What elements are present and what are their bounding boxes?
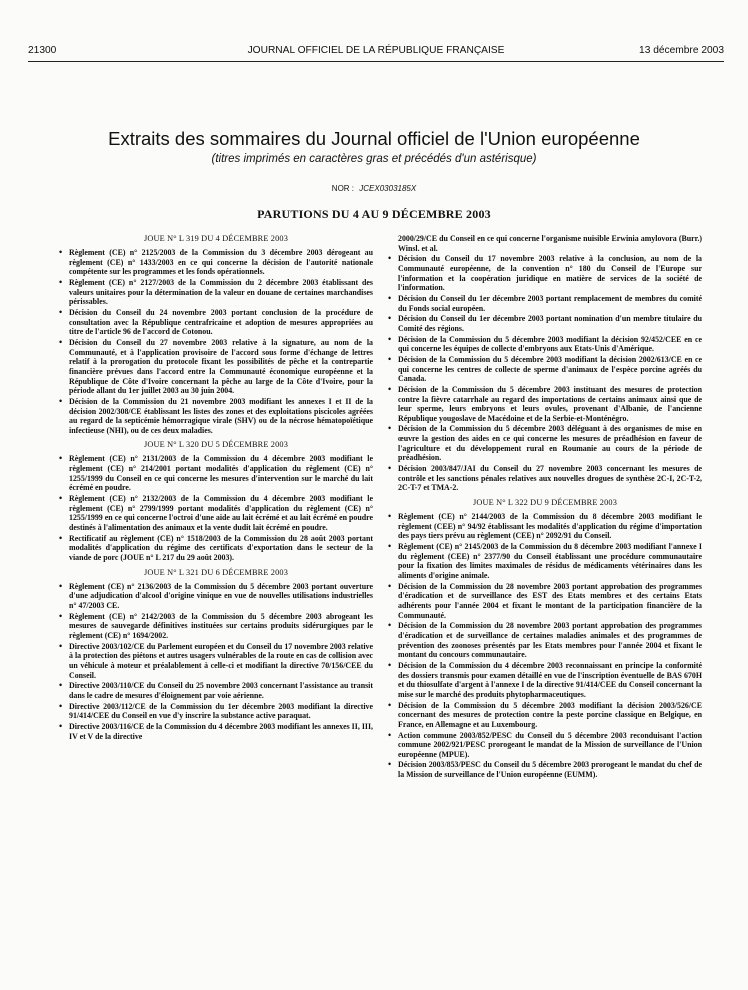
summary-item: • Décision de la Commission du 4 décembre 2003 reconnaissant en principe la conformité des dossiers transmis pour examen détaillé en vue de l'inscription éventuelle de BAS 670H et du thiosulfate d'argent à l'annexe I de la directive 91/414/CEE du Conseil concernant la mise sur le marché des produits phytopharmaceutiques.: [388, 661, 702, 700]
section-heading: JOUE N° L 319 DU 4 DÉCEMBRE 2003: [143, 234, 288, 243]
summary-item: • Décision de la Commission du 5 décembre 2003 modifiant la décision 2002/613/CE en ce qui concerne les centres de collecte de sperme d'animaux de l'espèce porcine agréés du Canada.: [388, 355, 702, 384]
summary-item: • Directive 2003/112/CE de la Commission du 1er décembre 2003 modifiant la directive 91/414/CEE du Conseil en vue d'y inscrire la substance active paraquat.: [59, 702, 373, 721]
section-heading: JOUE N° L 320 DU 5 DÉCEMBRE 2003: [143, 440, 288, 450]
summary-item: • Règlement (CE) n° 2142/2003 de la Commission du 5 décembre 2003 abrogeant les mesures de sauvegarde définitives instituées sur certains produits sidérurgiques par le règlement (CE) n° 1694/2002.: [59, 612, 373, 641]
issue-date: 13 décembre 2003: [639, 45, 724, 56]
header-rule: [28, 61, 724, 62]
page-title: Extraits des sommaires du Journal officiel de l'Union européenne: [108, 128, 640, 149]
running-header: [28, 45, 724, 59]
page-subtitle: (titres imprimés en caractères gras et précédés d'un astérisque): [211, 153, 537, 165]
summary-item: • Action commune 2003/852/PESC du Conseil du 5 décembre 2003 reconduisant l'action commune 2002/921/PESC prorogeant le mandat de la Mission de surveillance de l'Union européenne (MPUE).: [388, 731, 702, 760]
nor-reference: [0, 184, 748, 193]
section-heading: JOUE N° L 321 DU 6 DÉCEMBRE 2003: [143, 567, 288, 577]
summary-item: • Directive 2003/102/CE du Parlement européen et du Conseil du 17 novembre 2003 relative à la protection des piétons et autres usagers vulnérables de la route en cas de collision avec un véhicule à moteur et préalablement à celle-ci et modifiant la directive 70/156/CEE du Conseil.: [59, 642, 373, 681]
summary-item: • Rectificatif au règlement (CE) n° 1518/2003 de la Commission du 28 août 2003 portant modalités d'application du régime des certificats d'exportation dans le secteur de la viande de porc (JOUE n° L 217 du 29 août 2003).: [59, 534, 373, 563]
summary-item: • Décision du Conseil du 24 novembre 2003 portant conclusion de la procédure de consultation avec la République centrafricaine et adoption de mesures appropriées au titre de l'article 96 de l'accord de Cotonou.: [59, 308, 373, 337]
journal-title: JOURNAL OFFICIEL DE LA RÉPUBLIQUE FRANÇAISE: [247, 45, 505, 56]
summary-item: • Décision de la Commission du 5 décembre 2003 instituant des mesures de protection contre la fièvre catarrhale au regard des importations de certains animaux ainsi que de leur sperme, leurs embryons et leurs ovules, provenant d'Albanie, de l'ancienne République yougoslave de Macédoine et de la Serbie-et-Monténégro.: [388, 385, 702, 424]
summary-item: • Règlement (CE) n° 2145/2003 de la Commission du 8 décembre 2003 modifiant l'annexe I du règlement (CEE) n° 2377/90 du Conseil établissant une procédure communautaire pour la fixation des limites maximales de résidus de médicaments vétérinaires dans les aliments d'origine animale.: [388, 542, 702, 581]
summary-item: • Règlement (CE) n° 2144/2003 de la Commission du 8 décembre 2003 modifiant le règlement (CEE) n° 94/92 établissant les modalités d'application du régime d'importation des pays tiers prévu au règlement (CEE) n° 2092/91 du Conseil.: [388, 512, 702, 541]
summary-item: • Règlement (CE) n° 2136/2003 de la Commission du 5 décembre 2003 portant ouverture d'une adjudication d'alcool d'origine vinique en vue de nouvelles utilisations industrielles n° 47/2003 CE.: [59, 582, 373, 611]
summary-item: • Décision de la Commission du 5 décembre 2003 déléguant à des organismes de mise en œuvre la gestion des aides en ce qui concerne les mesures de préadhésion en faveur de l'agriculture et du développement rural en Roumanie au cours de la période de préadhésion.: [388, 424, 702, 463]
summary-item: • Règlement (CE) n° 2125/2003 de la Commission du 3 décembre 2003 dérogeant au règlement (CE) n° 1433/2003 en ce qui concerne la décision de l'autorité nationale compétente sur les programmes et les fonds opérationnels.: [59, 248, 373, 277]
left-column: [59, 234, 373, 742]
summary-item: • Décision du Conseil du 17 novembre 2003 relative à la conclusion, au nom de la Communauté européenne, de la convention n° 180 du Conseil de l'Europe sur l'information et la coopération juridique en matière de services de la société de l'information.: [388, 254, 702, 293]
summary-item: • Décision 2003/847/JAI du Conseil du 27 novembre 2003 concernant les mesures de contrôle et les sanctions pénales relatives aux nouvelles drogues de synthèse 2C-I, 2C-T-2, 2C-T-7 et TMA-2.: [388, 464, 702, 493]
summary-item: • Décision de la Commission du 28 novembre 2003 portant approbation des programmes d'éradication et de surveillance de certaines maladies animales et des programmes de prévention des zoonoses présentés par les Etats membres pour l'année 2004 et fixant le montant du concours communautaire.: [388, 621, 702, 660]
summary-item: • Décision de la Commission du 21 novembre 2003 modifiant les annexes I et II de la décision 2002/308/CE établissant les listes des zones et des exploitations piscicoles agréées au regard de la septicémie hémorragique virale (SHV) ou de la nécrose hématopoïétique infectieuse (NHI), ou de ces deux maladies.: [59, 397, 373, 436]
parutions-heading: PARUTIONS DU 4 AU 9 DÉCEMBRE 2003: [257, 207, 491, 221]
page-number: 21300: [28, 45, 57, 56]
nor-code: JCEX0303185X: [359, 184, 417, 193]
summary-item: • Décision de la Commission du 5 décembre 2003 modifiant la décision 92/452/CEE en ce qui concerne les équipes de collecte d'embryons aux Etats-Unis d'Amérique.: [388, 335, 702, 354]
summary-item: • Décision de la Commission du 28 novembre 2003 portant approbation des programmes d'éradication et de surveillance des EST des Etats membres et des certains Etats adhérents pour l'année 2004 et fixant le montant de la participation financière de la Communauté.: [388, 582, 702, 621]
summary-item: • Décision 2003/853/PESC du Conseil du 5 décembre 2003 prorogeant le mandat du chef de la Mission de surveillance de l'Union européenne (EUMM).: [388, 760, 702, 779]
summary-item: • Directive 2003/116/CE de la Commission du 4 décembre 2003 modifiant les annexes II, III, IV et V de la directive: [59, 722, 373, 741]
continued-item: 2000/29/CE du Conseil en ce qui concerne l'organisme nuisible Erwinia amylovora (Burr.) Winsl. et al.: [398, 234, 702, 253]
nor-label: NOR :: [331, 184, 355, 193]
summary-item: • Directive 2003/110/CE du Conseil du 25 novembre 2003 concernant l'assistance au transit dans le cadre de mesures d'éloignement par voie aérienne.: [59, 681, 373, 700]
summary-item: • Décision de la Commission du 5 décembre 2003 modifiant la décision 2003/526/CE concernant des mesures de protection contre la peste porcine classique en Belgique, en France, en Allemagne et au Luxembourg.: [388, 701, 702, 730]
summary-item: • Règlement (CE) n° 2132/2003 de la Commission du 4 décembre 2003 modifiant le règlement (CE) n° 2799/1999 portant modalités d'application du règlement (CE) n° 1255/1999 en ce qui concerne l'octroi d'une aide au lait écrémé et au lait écrémé en poudre destinés à l'alimentation des animaux et la vente dudit lait écrémé en poudre.: [59, 494, 373, 533]
summary-item: • Règlement (CE) n° 2131/2003 de la Commission du 4 décembre 2003 modifiant le règlement (CE) n° 214/2001 portant modalités d'application du règlement (CE) n° 1255/1999 du Conseil en ce qui concerne les mesures d'intervention sur le marché du lait écrémé en poudre.: [59, 454, 373, 493]
summary-item: • Règlement (CE) n° 2127/2003 de la Commission du 2 décembre 2003 établissant des valeurs unitaires pour la détermination de la valeur en douane de certaines marchandises périssables.: [59, 278, 373, 307]
summary-item: • Décision du Conseil du 1er décembre 2003 portant remplacement de membres du comité du Fonds social européen.: [388, 294, 702, 313]
section-heading: JOUE N° L 322 DU 9 DÉCEMBRE 2003: [472, 498, 617, 508]
right-column: [388, 234, 702, 781]
summary-item: • Décision du Conseil du 1er décembre 2003 portant nomination d'un membre titulaire du Comité des régions.: [388, 314, 702, 333]
summary-item: • Décision du Conseil du 27 novembre 2003 relative à la signature, au nom de la Communauté, et à l'application provisoire de l'accord sous forme d'échange de lettres relatif à la prorogation du protocole fixant les possibilités de pêche et la contrepartie financière prévues dans l'accord entre la Communauté économique européenne et la République de Côte d'Ivoire concernant la pêche au large de la Côte d'Ivoire, pour la période allant du 1er juillet 2003 au 30 juin 2004.: [59, 338, 373, 396]
